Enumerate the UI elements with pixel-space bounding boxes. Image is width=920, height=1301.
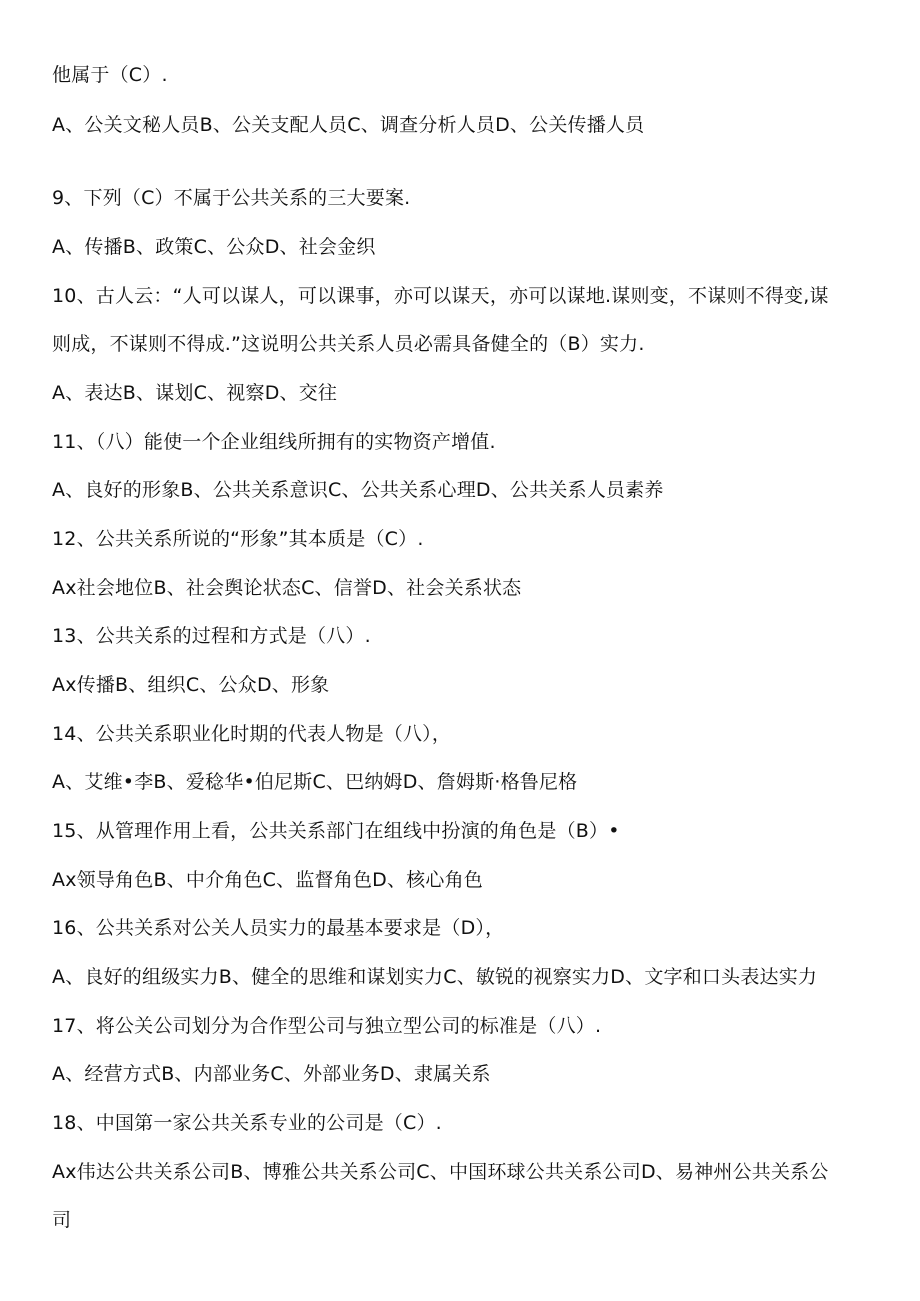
options-line: A、艾维•李B、爱稔华•伯尼斯C、巴纳姆D、詹姆斯·格鲁尼格 (52, 771, 578, 793)
text-line: 他属于（C）. (52, 64, 168, 86)
options-line: A、良好的形象B、公共关系意识C、公共关系心理D、公共关系人员素养 (52, 479, 664, 501)
options-line: A、良好的组级实力B、健全的思维和谋划实力C、敏锐的视察实力D、文字和口头表达实力 (52, 966, 818, 988)
question-line: 17、将公关公司划分为合作型公司与独立型公司的标准是（八）. (52, 1015, 602, 1037)
question-line: 10、古人云：“人可以谋人，可以课事，亦可以谋天，亦可以谋地.谋则变，不谋则不得变,谋 (52, 285, 829, 307)
question-line: 16、公共关系对公关人员实力的最基本要求是（D）， (52, 917, 505, 939)
question-line: 9、下列（C）不属于公共关系的三大要案. (52, 187, 411, 209)
options-line: Ax传播B、组织C、公众D、形象 (52, 674, 330, 696)
options-line: Ax领导角色B、中介角色C、监督角色D、核心角色 (52, 869, 483, 891)
options-line: A、表达B、谋划C、视察D、交往 (52, 382, 338, 404)
question-line: 15、从管理作用上看，公共关系部门在组线中扮演的角色是（B）• (52, 820, 620, 842)
question-line: 11、（八）能使一个企业组线所拥有的实物资产增值. (52, 431, 496, 453)
question-line: 12、公共关系所说的“形象”其本质是（C）. (52, 528, 424, 550)
options-line: 司 (52, 1209, 72, 1231)
options-line: Ax社会地位B、社会舆论状态C、信誉D、社会关系状态 (52, 577, 522, 599)
options-line: A、传播B、政策C、公众D、社会金织 (52, 236, 376, 258)
options-line: A、公关文秘人员B、公关支配人员C、调查分析人员D、公关传播人员 (52, 114, 645, 136)
question-line: 13、公共关系的过程和方式是（八）. (52, 625, 371, 647)
question-line: 则成，不谋则不得成.”这说明公共关系人员必需具备健全的（B）实力. (52, 333, 645, 355)
question-line: 14、公共关系职业化时期的代表人物是（八）， (52, 723, 452, 745)
question-line: 18、中国第一家公共关系专业的公司是（C）. (52, 1112, 442, 1134)
options-line: Ax伟达公共关系公司B、博雅公共关系公司C、中国环球公共关系公司D、易神州公共关系公 (52, 1161, 829, 1183)
options-line: A、经营方式B、内部业务C、外部业务D、隶属关系 (52, 1063, 491, 1085)
